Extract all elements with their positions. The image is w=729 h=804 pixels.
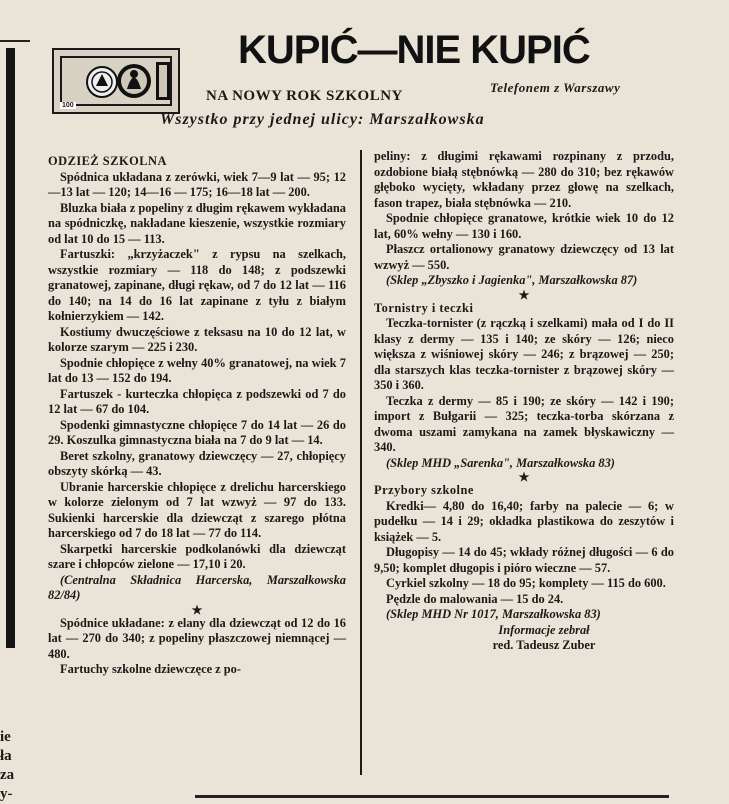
paragraph: Długopisy — 14 do 45; wkłady różnej długości — 6 do 9,50; komplet długopis i pióro wieczne — 57.: [374, 545, 674, 575]
paragraph: Fartuszki: „krzyżaczek" z rypsu na szelkach, wszystkie rozmiary — 118 do 148; z podszewki granatowej, zapinane, długi rękaw, od 7 do 12 lat — 116 do 140; na 14 do 16 lat zapinane z tyłu z białym kołnierzykiem — 142.: [48, 247, 346, 323]
fragment-line: ie: [0, 729, 11, 745]
paragraph: Spodnie chłopięce z wełny 40% granatowej, na wiek 7 lat do 13 — 152 do 194.: [48, 355, 346, 385]
fragment-line: za: [0, 767, 15, 783]
source-note: (Sklep „Zbyszko i Jagienka", Marszałkowska 87): [386, 273, 638, 287]
paragraph: Spodenki gimnastyczne chłopięce 7 do 14 lat — 26 do 29. Koszulka gimnastyczna biała na 7 do 9 lat — 14.: [48, 417, 346, 447]
source-note: (Centralna Składnica Harcerska, Marszałkowska 82/84): [48, 572, 346, 602]
adjacent-column-fragment: [0, 728, 24, 804]
paragraph: Bluzka biała z popeliny z długim rękawem wykładana na spódniczkę, nakładane kieszenie, wszystkie rozmiary od lat 10 do 15 — 113.: [48, 200, 346, 246]
section-heading-bags: Tornistry i teczki: [374, 300, 474, 315]
paragraph-continued: peliny: z długimi rękawami rozpinany z przodu, ozdobione białą stębnówką — 280 do 310; bez rękawów głęboko wycięty, wkładany przez głowę na szelkach, fason trapez, biała stębnówka — 210.: [374, 149, 674, 210]
paragraph: Spódnica układana z zerówki, wiek 7—9 lat — 95; 12—13 lat — 120; 14—16 — 175; 16—18 lat — 200.: [48, 169, 346, 199]
paragraph: Fartuchy szkolne dziewczęce z po-: [60, 662, 241, 676]
section-heading-supplies: Przybory szkolne: [374, 483, 474, 497]
section-heading-clothing: ODZIEŻ SZKOLNA: [48, 154, 167, 168]
top-left-rule: [0, 40, 30, 42]
paragraph: Fartuszek - kurteczka chłopięca z podszewki od 7 do 12 lat — 67 do 104.: [48, 386, 346, 416]
subtitle: NA NOWY ROK SZKOLNY: [206, 88, 403, 104]
left-black-rule: [6, 48, 15, 648]
paragraph: Kostiumy dwuczęściowe z teksasu na 10 do 12 lat, w kolorze szarym — 225 i 230.: [48, 324, 346, 354]
paragraph: Cyrkiel szkolny — 18 do 95; komplety — 115 do 600.: [386, 576, 666, 590]
byline: Telefonem z Warszawy: [490, 80, 621, 95]
left-column: [48, 154, 346, 678]
paragraph: Beret szkolny, granatowy dziewczęcy — 27, chłopięcy obszyty skórką — 43.: [48, 448, 346, 478]
fragment-line: ła: [0, 748, 12, 764]
signature-name: red. Tadeusz Zuber: [492, 638, 596, 652]
right-column: [374, 149, 674, 654]
column-logo: [52, 48, 180, 114]
paragraph: Płaszcz ortalionowy granatowy dziewczęcy od 13 lat wzwyż — 550.: [374, 242, 674, 272]
paragraph: Ubranie harcerskie chłopięce z drelichu harcerskiego w kolorze zielonym od 7 lat wzwyż — 97 do 133. Sukienki harcerskie dla dziewcząt z szarego płótna harcerskiego od 7 do 18 lat — 77 do 114.: [48, 479, 346, 540]
coins-banknote-icon: [82, 56, 174, 106]
signature-line: Informacje zebrał: [498, 622, 590, 637]
paragraph: Pędzle do malowania — 15 do 24.: [386, 591, 564, 606]
paragraph: Teczka-tornister (z rączką i szelkami) mała od I do II klasy z dermy — 135 i 140; ze skóry — 126; nieco większa z wiśniowej skóry — 246; z brązowej — 250; dla starszych klas teczka-tornister z brązowej skóry — 350 i 360.: [374, 316, 674, 392]
paragraph: Spódnice układane: z elany dla dziewcząt od 12 do 16 lat — 270 do 340; z popeliny płaszczowej niemnącej — 480.: [48, 615, 346, 661]
paragraph: Kredki— 4,80 do 16,40; farby na palecie — 6; w pudełku — 14 i 29; okładka plastikowa do zeszytów i książek — 5.: [374, 498, 674, 544]
tagline: Wszystko przy jednej ulicy: Marszałkowska: [160, 111, 485, 128]
fragment-line: y-: [0, 786, 13, 802]
paragraph: Teczka z dermy — 85 i 190; ze skóry — 142 i 190; import z Bułgarii — 325; teczka-torba skórzana z dwoma uszami zamykana na zamek błyskawiczny — 340.: [374, 393, 674, 454]
star-separator: ★: [518, 287, 530, 302]
column-divider: [360, 150, 363, 775]
star-separator: ★: [518, 470, 530, 484]
logo-price-label: 100: [62, 102, 74, 109]
page-title: KUPIĆ—NIE KUPIĆ: [238, 28, 590, 72]
source-note: (Sklep MHD „Sarenka", Marszałkowska 83): [386, 455, 615, 470]
paragraph: Skarpetki harcerskie podkolanówki dla dziewcząt szare i chłopców zielone — 17,10 i 20.: [48, 541, 346, 571]
paragraph: Spodnie chłopięce granatowe, krótkie wiek 10 do 12 lat, 60% wełny — 130 i 160.: [374, 211, 674, 241]
source-note: (Sklep MHD Nr 1017, Marszałkowska 83): [386, 607, 601, 621]
star-separator: ★: [191, 602, 203, 617]
bottom-rule: [195, 795, 669, 798]
